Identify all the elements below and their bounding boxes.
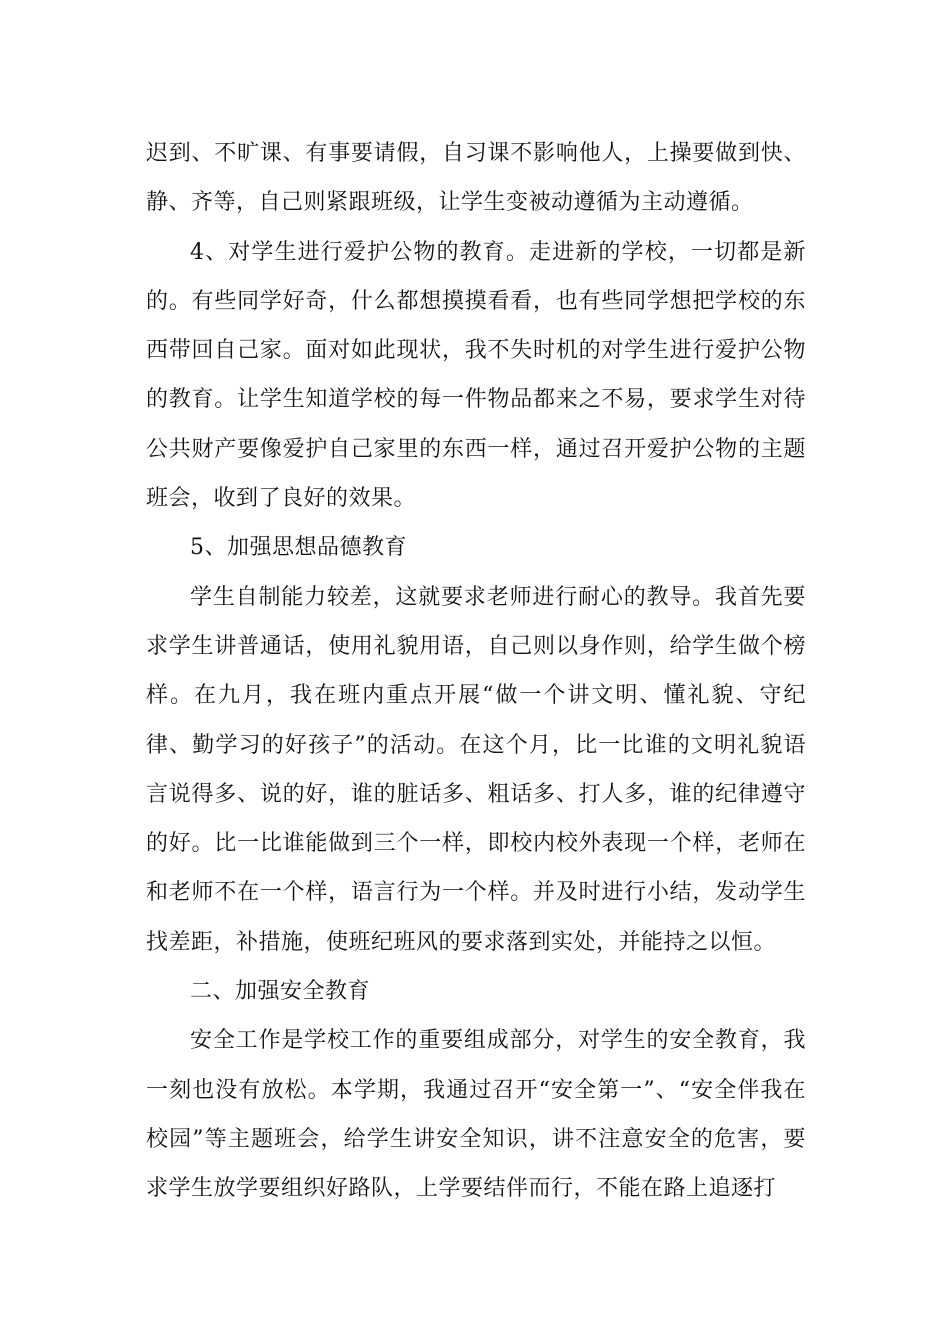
paragraph-continuation: 迟到、不旷课、有事要请假，自习课不影响他人，上操要做到快、静、齐等，自己则紧跟班级，让学生变被动遵循为主动遵循。 bbox=[146, 141, 806, 216]
document-body bbox=[146, 129, 806, 1214]
section-heading-moral-education: 5、加强思想品德教育 bbox=[190, 535, 407, 561]
paragraph-protect-public-property: 4、对学生进行爱护公物的教育。走进新的学校，一切都是新的。有些同学好奇，什么都想摸摸看看，也有些同学想把学校的东西带回自己家。面对如此现状，我不失时机的对学生进行爱护公物的教育。让学生知道学校的每一件物品都来之不易，要求学生对待公共财产要像爱护自己家里的东西一样，通过召开爱护公物的主题班会，收到了良好的效果。 bbox=[146, 239, 806, 512]
paragraph-moral-education: 学生自制能力较差，这就要求老师进行耐心的教导。我首先要求学生讲普通话，使用礼貌用语，自己则以身作则，给学生做个榜样。在九月，我在班内重点开展“做一个讲文明、懂礼貌、守纪律、勤学习的好孩子”的活动。在这个月，比一比谁的文明礼貌语言说得多、说的好，谁的脏话多、粗话多、打人多，谁的纪律遵守的好。比一比谁能做到三个一样，即校内校外表现一个样，老师在和老师不在一个样，语言行为一个样。并及时进行小结，发动学生找差距，补措施，使班纪班风的要求落到实处，并能持之以恒。 bbox=[146, 584, 806, 955]
section-heading-safety-education: 二、加强安全教育 bbox=[190, 979, 371, 1005]
paragraph-safety-education: 安全工作是学校工作的重要组成部分，对学生的安全教育，我一刻也没有放松。本学期，我通过召开“安全第一”、“安全伴我在校园”等主题班会，给学生讲安全知识，讲不注意安全的危害，要求学生放学要组织好路队，上学要结伴而行，不能在路上追逐打 bbox=[146, 1028, 806, 1202]
